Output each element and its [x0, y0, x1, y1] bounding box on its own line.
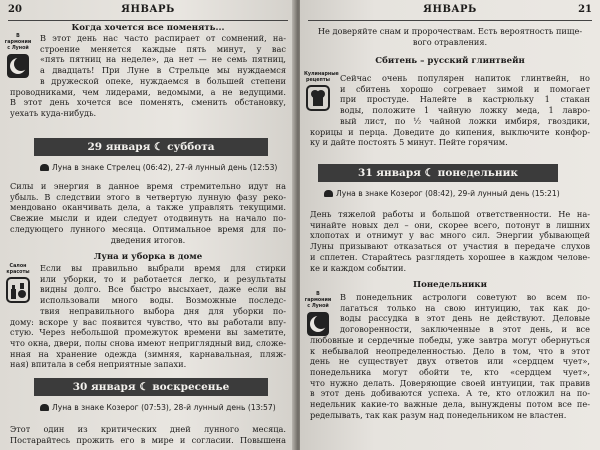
- text-line: Силы и энергия в данное время стремительно идут на: [10, 181, 286, 191]
- text-line: недельник какие-то важные дела, вынуждены потом все пе-: [310, 399, 590, 410]
- moon-text-wide: [40, 263, 286, 317]
- text-line: убыль. В следствии этого в четвертую лунную фазу реко-: [10, 191, 286, 202]
- moon-icon: [40, 164, 49, 171]
- text-line: «пять пятниц на неделе», да нет — не семь пятниц,: [40, 54, 286, 65]
- moon-icon: [324, 190, 333, 197]
- top-text: [310, 26, 590, 47]
- moon-icon-label-1: Салон: [9, 264, 27, 269]
- text-line: вого отравления.: [412, 36, 488, 47]
- text-line: следующего лунного месяца. Оптимальное время для по-: [10, 223, 286, 234]
- text-line: ку и дайте постоять 5 минут. Пейте горячим.: [310, 137, 508, 148]
- text-line: В этот день нас часто распирает от сомнений, на-: [40, 33, 286, 43]
- text-line: мендовано оканчивать дела, а также управлять текущими.: [10, 202, 286, 213]
- text-line: любовные и сердечные победы, уже завтра могут обернуться: [310, 334, 590, 345]
- day2-text: [10, 424, 286, 445]
- text-line: что нужно делать. Доверяющие своей интуиции, так правив: [310, 377, 590, 388]
- text-line: строение меняется каждые пять минут, у вас: [40, 43, 286, 54]
- day-banner-jan-29: 29 января ☾ суббота: [34, 138, 268, 156]
- left-page: [0, 0, 296, 450]
- recipe-text-full: [310, 127, 590, 148]
- moon-info-jan-31: [324, 189, 560, 198]
- right-running-title: ЯНВАРЬ: [423, 4, 477, 15]
- crescent-moon-icon: [6, 53, 30, 79]
- text-line: использовали много воды. Возможные последс-: [40, 295, 286, 306]
- moon-info-jan-29: [40, 163, 277, 172]
- text-line: Луны призывают отказаться от участия в передаче слухов: [310, 241, 590, 252]
- cooking-recipes-icon: [304, 72, 339, 111]
- text-line: корицы и перца. Доведите до кипения, выключите конфор-: [310, 126, 590, 137]
- left-page-number: 20: [8, 4, 22, 15]
- right-page-number: 21: [578, 4, 592, 15]
- text-line: воды рассудка в этот день не действуют. Деловые: [340, 313, 590, 324]
- text-line: В понедельник астрологи советуют во всем по-: [340, 292, 590, 302]
- text-line: дведения итогов.: [110, 234, 186, 245]
- text-line: воды, положите 1 чайную ложку меда, 1 лавро-: [340, 105, 590, 116]
- text-line: проводниками, чем лидерами, ведомыми, а не ведущими.: [10, 86, 286, 97]
- intro-icon-label-1: В гармонии: [4, 34, 32, 45]
- text-line: в дружеской опеке, нуждаемся в большей степени: [40, 75, 286, 86]
- day1-text: [10, 181, 286, 245]
- intro-heading: Когда хочется все поменять...: [71, 23, 225, 33]
- text-line: дому: вскоре у вас появится чувство, что вы работали впу-: [10, 316, 286, 327]
- mondays-text-full: [310, 335, 590, 421]
- text-line: в этот день добиваются успеха. А те, кто отложил на по-: [310, 388, 590, 399]
- moon-cleaning-heading: Луна и уборка в доме: [93, 252, 203, 262]
- intro-text-full: [10, 87, 286, 119]
- text-line: лагаться только на свою интуицию, так как до-: [340, 302, 590, 313]
- text-line: день не существует двух ответов или «сердцем чует»,: [310, 356, 590, 367]
- text-line: стую. Через небольшой промежуток времени вы заметите,: [10, 327, 286, 338]
- right-page: [300, 0, 600, 450]
- text-line: и сбитень хорошо согревает зимой и помогает: [340, 83, 590, 94]
- text-line: уехать куда-нибудь.: [10, 107, 97, 118]
- text-line: видны долго. Все быстро высыхает, даже если вы: [40, 284, 286, 295]
- mon-icon-label-2: с Луной: [307, 304, 329, 309]
- text-line: и сплетен. Старайтесь разглядеть хорошее в каждом челове-: [310, 251, 590, 262]
- mondays-heading: Понедельники: [413, 280, 487, 290]
- text-line: Свежие мысли и идеи следует отодвинуть на начало по-: [10, 213, 286, 224]
- text-line: при простуде. Налейте в кастрюльку 1 стакан: [340, 94, 590, 105]
- moon-info-text: Луна в знаке Стрелец (06:42), 27-й лунный день (12:53): [52, 163, 278, 172]
- mondays-text-wide: [340, 292, 590, 335]
- text-line: вый лист, по ½ чайной ложки имбиря, гвоздики,: [340, 115, 590, 126]
- text-line: или уборки, то и работается легко, и результаты: [40, 273, 286, 284]
- text-line: Постарайтесь прожить его в мире и согласии. Повышена: [10, 434, 286, 445]
- recipe-heading: Сбитень – русский глинтвейн: [375, 56, 525, 66]
- text-line: к небывалой неопределенностью. Дело в том, что в этот: [310, 345, 590, 356]
- text-line: хлопотах и отнимут у вас много сил. Энергии убывающей: [310, 230, 590, 241]
- day-banner-jan-31: 31 января ☾ понедельник: [318, 164, 558, 182]
- crescent-moon-icon: [306, 311, 330, 337]
- text-line: договоренности, заключенные в этот день, и все: [340, 324, 590, 335]
- moon-icon: [40, 404, 49, 411]
- left-page-header: [8, 4, 288, 21]
- recipe-text-wide: [340, 73, 590, 127]
- text-line: твия неправильного выбора дня для уборки по-: [40, 305, 286, 316]
- text-line: ке и каждом событии.: [310, 262, 407, 273]
- text-line: а двадцать! При Луне в Стрельце мы нуждаемся: [40, 65, 286, 76]
- moon-info-jan-30: [40, 403, 276, 412]
- in-harmony-with-moon-icon-2: [304, 292, 332, 337]
- text-line: понедельника могут обойти те, кто «сердцем чует»,: [310, 366, 590, 377]
- day3-text: [310, 209, 590, 273]
- recipe-icon-label-2: рецепты: [306, 78, 330, 83]
- intro-icon-label-2: с Луной: [7, 46, 29, 51]
- text-line: что окна, двери, полы снова имеют неприглядный вид, сложе-: [10, 337, 286, 348]
- intro-text-wide: [40, 33, 286, 87]
- recipe-icon-label-1: Кулинарные: [304, 72, 339, 77]
- text-line: В этот день хочется все поменять, сменить обстановку,: [10, 97, 286, 108]
- moon-info-text: Луна в знаке Козерог (07:53), 28-й лунный день (13:57): [52, 403, 276, 412]
- text-line: ределывать, так как разум над понедельником не властен.: [310, 409, 567, 420]
- moon-info-text: Луна в знаке Козерог (08:42), 29-й лунный день (15:21): [336, 189, 560, 198]
- text-line: Не доверяйте снам и пророчествам. Есть вероятность пище-: [317, 26, 583, 36]
- left-running-title: ЯНВАРЬ: [121, 4, 175, 15]
- moon-text-full: [10, 317, 286, 371]
- chef-hat-icon: [306, 85, 330, 111]
- text-line: чинайте новых дел – они, скорее всего, потонут в лишних: [310, 219, 590, 230]
- text-line: Сейчас очень популярен напиток глинтвейн, но: [340, 73, 590, 83]
- text-line: Если вы правильно выбрали время для стирки: [40, 263, 286, 273]
- cosmetics-icon: [6, 277, 30, 303]
- text-line: Этот один из критических дней лунного месяца.: [10, 424, 286, 434]
- day-banner-jan-30: 30 января ☾ воскресенье: [34, 378, 268, 396]
- text-line: ная) впитала в себя неприятные запахи.: [10, 359, 187, 370]
- right-page-header: [308, 4, 592, 21]
- text-line: нная на хранение одежда (зимняя, карнавальная, пляж-: [10, 348, 286, 359]
- beauty-salon-icon: [4, 264, 32, 303]
- text-line: День тяжелой работы и большой ответственности. Не на-: [310, 209, 590, 219]
- mon-icon-label-1: В гармонии: [304, 292, 332, 303]
- in-harmony-with-moon-icon: [4, 34, 32, 79]
- moon-icon-label-2: красоты: [6, 270, 30, 275]
